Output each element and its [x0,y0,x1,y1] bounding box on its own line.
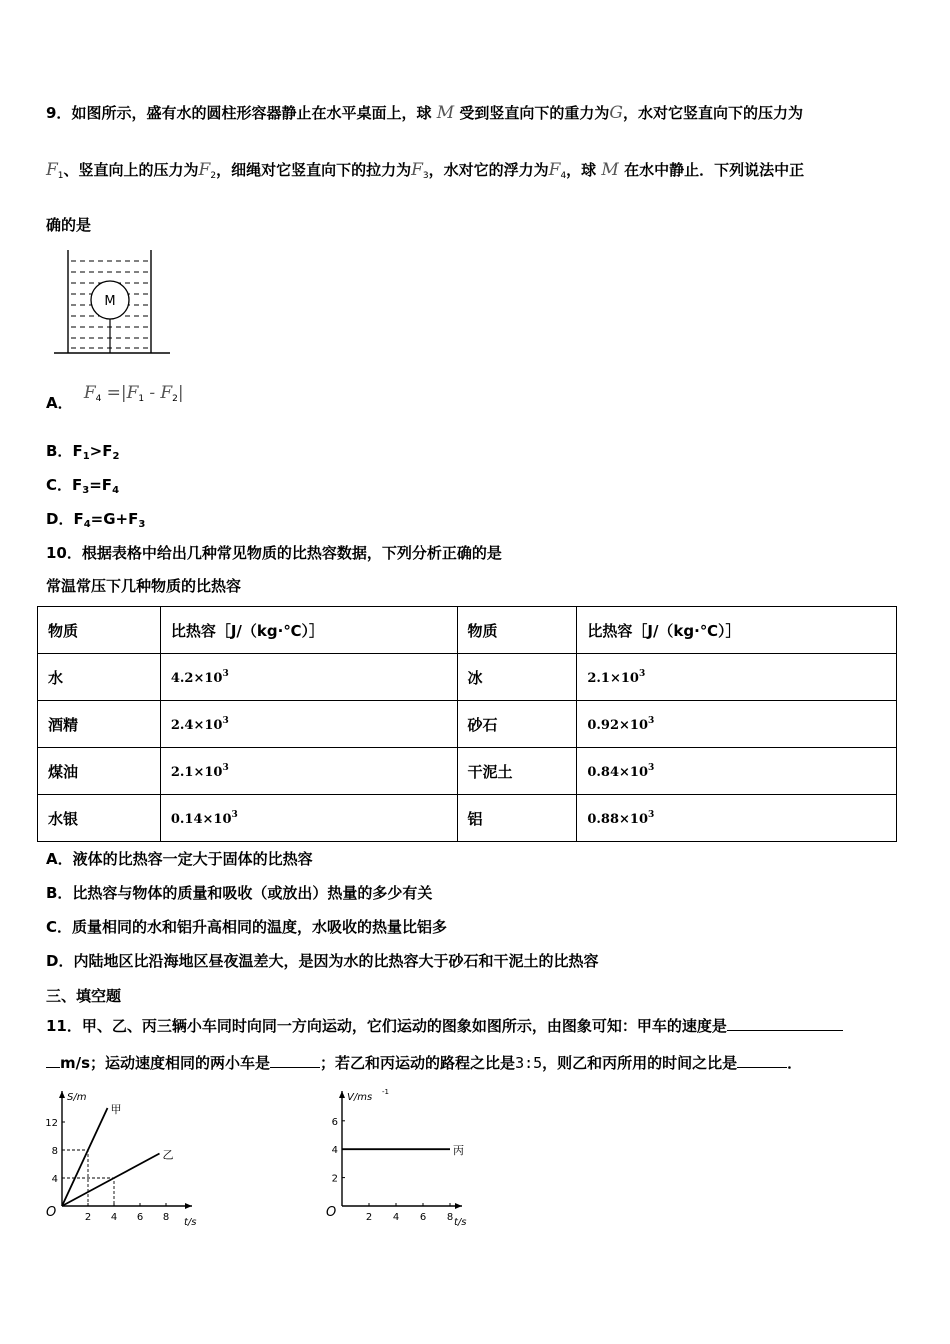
x-tick-label: 2 [365,1212,373,1223]
symbol-G: G [609,103,623,123]
table-row [38,795,897,842]
x-axis-arrow [185,1203,192,1209]
y-tick-label: 4 [51,1174,58,1185]
table-cell: $0.92\times 10^3$ [577,701,897,748]
q10-stem: 10．根据表格中给出几种常见物质的比热容数据，下列分析正确的是 [46,544,502,562]
st-chart [40,1085,210,1230]
q11-line1: 11．甲、乙、丙三辆小车同时向同一方向运动，它们运动的图象如图所示，由图象可知：甲车的速度是 [46,1016,843,1036]
table-header-row [38,607,897,654]
table-cell: $2.4\times 10^3$ [160,701,457,748]
series-line-甲 [62,1108,108,1206]
x-tick-label: 6 [419,1212,427,1223]
series-label: 甲 [110,1103,122,1116]
q10-option-b: B．比热容与物体的质量和吸收（或放出）热量的多少有关 [46,884,433,902]
table-header-cell: 比热容［J/（kg·℃）］ [160,607,457,654]
q9-option-a: A． $F_4 =|F_1 - F_2|$ [46,383,184,412]
table-cell: 煤油 [38,748,161,795]
q9-option-d: D．$F_4=G+F_3$ [46,510,146,530]
y-tick-label: 8 [51,1146,58,1157]
y-tick-label: 4 [331,1145,338,1157]
table-row [38,654,897,701]
y-tick-label: 6 [331,1116,338,1128]
x-axis-arrow [455,1203,462,1209]
q9-line2: $F_1$、竖直向上的压力为$F_2$，细绳对它竖直向下的拉力为$F_3$，水对它的浮力为$F_4$，球 M 在水中静止．下列说法中正 [46,160,805,181]
q9-option-b: B．$F_1>F_2$ [46,442,120,462]
table-cell: $0.84\times 10^3$ [577,748,897,795]
origin-label: O [46,1205,57,1220]
series-label: 丙 [453,1144,464,1158]
q11-line2: m/s；运动速度相同的两小车是 ；若乙和丙运动的路程之比是3:5，则乙和丙所用的时间之比是 ． [46,1053,802,1073]
symbol-M: M [436,103,455,123]
x-axis-label: t/s [184,1217,197,1228]
q9-line3: 确的是 [46,216,92,234]
series-label: 乙 [162,1148,174,1162]
table-cell: $4.2\times 10^3$ [160,654,457,701]
table-header-cell: 比热容［J/（kg·℃）］ [577,607,897,654]
x-tick-label: 8 [162,1212,170,1223]
x-axis-label: t/s [454,1217,467,1228]
table-cell: 酒精 [38,701,161,748]
answer-blank-1-cont [46,1053,60,1068]
table-cell: $2.1\times 10^3$ [577,654,897,701]
table-cell: 水 [38,654,161,701]
origin-label: O [326,1205,337,1220]
y-tick-label: 2 [331,1173,338,1185]
answer-blank-1 [727,1016,843,1031]
table-cell: $0.14\times 10^3$ [160,795,457,842]
table-row [38,701,897,748]
y-axis-label: V/ms [347,1092,373,1103]
answer-blank-2 [270,1053,320,1068]
x-tick-label: 4 [392,1212,400,1223]
section-title: 三、填空题 [46,987,122,1005]
q9-option-c: C．$F_3=F_4$ [46,476,120,496]
table-row [38,748,897,795]
specific-heat-table [37,606,897,842]
table-cell: 铝 [457,795,577,842]
container-figure [52,248,172,358]
ball-label: M [104,294,116,309]
q10-option-c: C．质量相同的水和铝升高相同的温度，水吸收的热量比铝多 [46,918,448,936]
x-tick-label: 4 [110,1212,118,1223]
q10-caption: 常温常压下几种物质的比热容 [46,577,242,595]
table-cell: $0.88\times 10^3$ [577,795,897,842]
answer-blank-3 [737,1053,787,1068]
table-cell: 干泥土 [457,748,577,795]
q9-line1: 9．如图所示，盛有水的圆柱形容器静止在水平桌面上，球 M 受到竖直向下的重力为G，水对它竖直向下的压力为 [46,103,803,123]
q10-option-a: A．液体的比热容一定大于固体的比热容 [46,850,313,868]
x-tick-label: 8 [446,1212,454,1223]
table-cell: 冰 [457,654,577,701]
vt-chart [320,1085,480,1230]
x-tick-label: 6 [136,1212,144,1223]
y-axis-label-sup: -1 [382,1088,389,1096]
y-axis-label: S/m [67,1092,87,1103]
table-cell: 砂石 [457,701,577,748]
y-axis-arrow [59,1091,65,1098]
table-header-cell: 物质 [38,607,161,654]
table-header-cell: 物质 [457,607,577,654]
y-tick-label: 12 [45,1118,58,1129]
x-tick-label: 2 [84,1212,92,1223]
table-cell: 水银 [38,795,161,842]
series-line-乙 [62,1154,160,1207]
q10-option-d: D．内陆地区比沿海地区昼夜温差大，是因为水的比热容大于砂石和干泥土的比热容 [46,952,599,970]
y-axis-arrow [339,1091,345,1098]
table-cell: $2.1\times 10^3$ [160,748,457,795]
